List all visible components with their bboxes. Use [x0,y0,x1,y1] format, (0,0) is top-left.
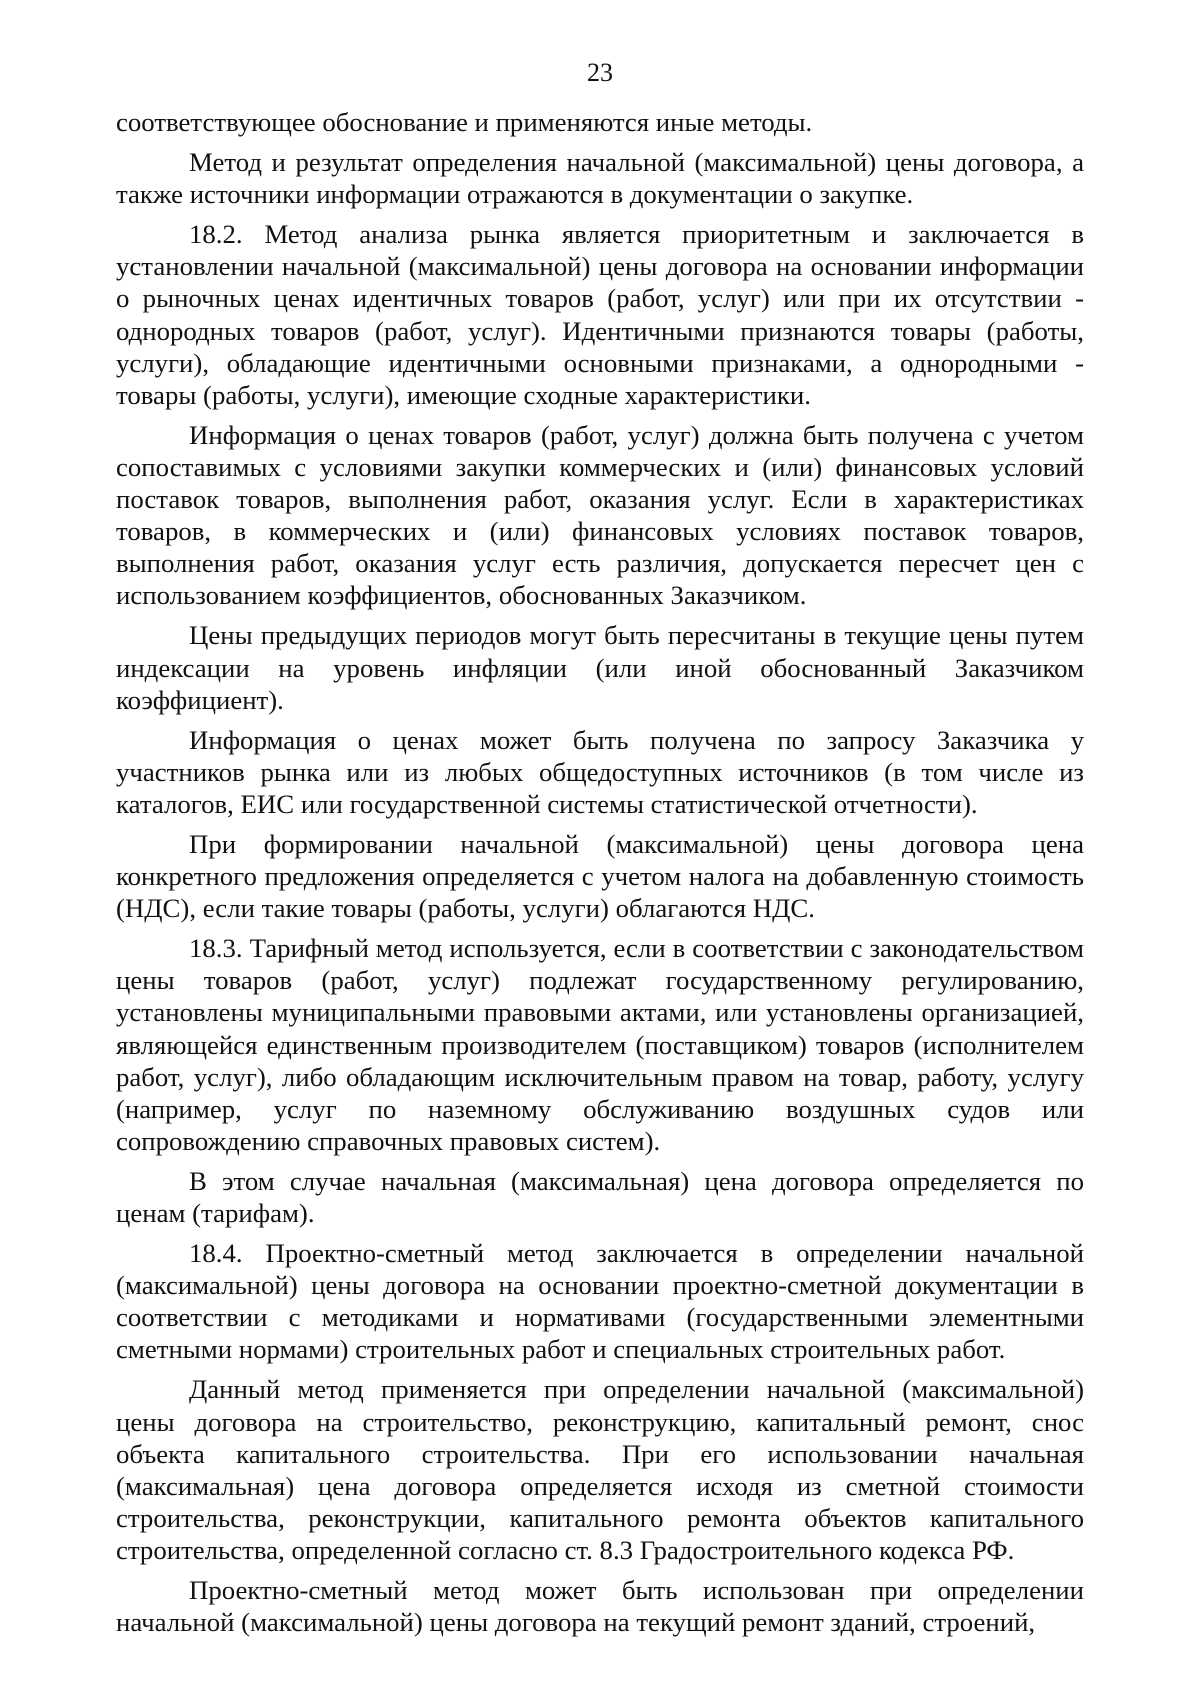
paragraph-construction: Данный метод применяется при определении начальной (максимальной) цены договора на строительство, реконструкцию, капитальный ремонт, снос объекта капитального строительства. При его использовании начальная (максимальная) цена договора определяется исходя из сметной стоимости строительства, реконструкции, капитального ремонта объектов капитального строительства, определенной согласно ст. 8.3 Градостроительного кодекса РФ. [116,1374,1084,1565]
paragraph-price-info: Информация о ценах товаров (работ, услуг) должна быть получена с учетом сопоставимых с условиями закупки коммерческих и (или) финансовых условий поставок товаров, выполнения работ, оказания услуг. Если в характеристиках товаров, в коммерческих и (или) финансовых условиях поставок товаров, выполнения работ, оказания услуг есть различия, допускается пересчет цен с использованием коэффициентов, обоснованных Заказчиком. [116,419,1084,611]
paragraph-18-2: 18.2. Метод анализа рынка является приоритетным и заключается в установлении начальной (максимальной) цены договора на основании информации о рыночных ценах идентичных товаров (работ, услуг) или при их отсутствии - однородных товаров (работ, услуг). Идентичными признаются товары (работы, услуги), обладающие идентичными основными признаками, а однородными - товары (работы, услуги), имеющие сходные характеристики. [116,219,1084,410]
paragraph-vat: При формировании начальной (максимальной) цены договора цена конкретного предложения определяется с учетом налога на добавленную стоимость (НДС), если такие товары (работы, услуги) облагаются НДС. [116,828,1084,924]
paragraph-18-3: 18.3. Тарифный метод используется, если в соответствии с законодательством цены товаров (работ, услуг) подлежат государственному регулированию, установлены муниципальными правовыми актами, или установлены организацией, являющейся единственным производителем (поставщиком) товаров (исполнителем работ, услуг), либо обладающим исключительным правом на товар, работу, услугу (например, услуг по наземному обслуживанию воздушных судов или сопровождению справочных правовых систем). [116,933,1084,1156]
paragraph-tariffs: В этом случае начальная (максимальная) цена договора определяется по ценам (тарифам). [116,1165,1084,1228]
paragraph-price-sources: Информация о ценах может быть получена по запросу Заказчика у участников рынка или из любых общедоступных источников (в том числе из каталогов, ЕИС или государственной системы статистической отчетности). [116,724,1084,819]
page-number: 23 [587,58,613,87]
paragraph-current-repair: Проектно-сметный метод может быть использован при определении начальной (максимальной) цены договора на текущий ремонт зданий, строений, [116,1575,1084,1638]
document-body [116,106,1084,1646]
paragraph-previous-periods: Цены предыдущих периодов могут быть пересчитаны в текущие цены путем индексации на уровень инфляции (или иной обоснованный Заказчиком коэффициент). [116,620,1084,715]
paragraph-continuation: соответствующее обоснование и применяются иные методы. [116,107,813,137]
paragraph-18-4: 18.4. Проектно-сметный метод заключается в определении начальной (максимальной) цены договора на основании проектно-сметной документации в соответствии с методиками и нормативами (государственными элементными сметными нормами) строительных работ и специальных строительных работ. [116,1238,1084,1365]
paragraph-method-result: Метод и результат определения начальной (максимальной) цены договора, а также источники информации отражаются в документации о закупке. [116,147,1084,210]
